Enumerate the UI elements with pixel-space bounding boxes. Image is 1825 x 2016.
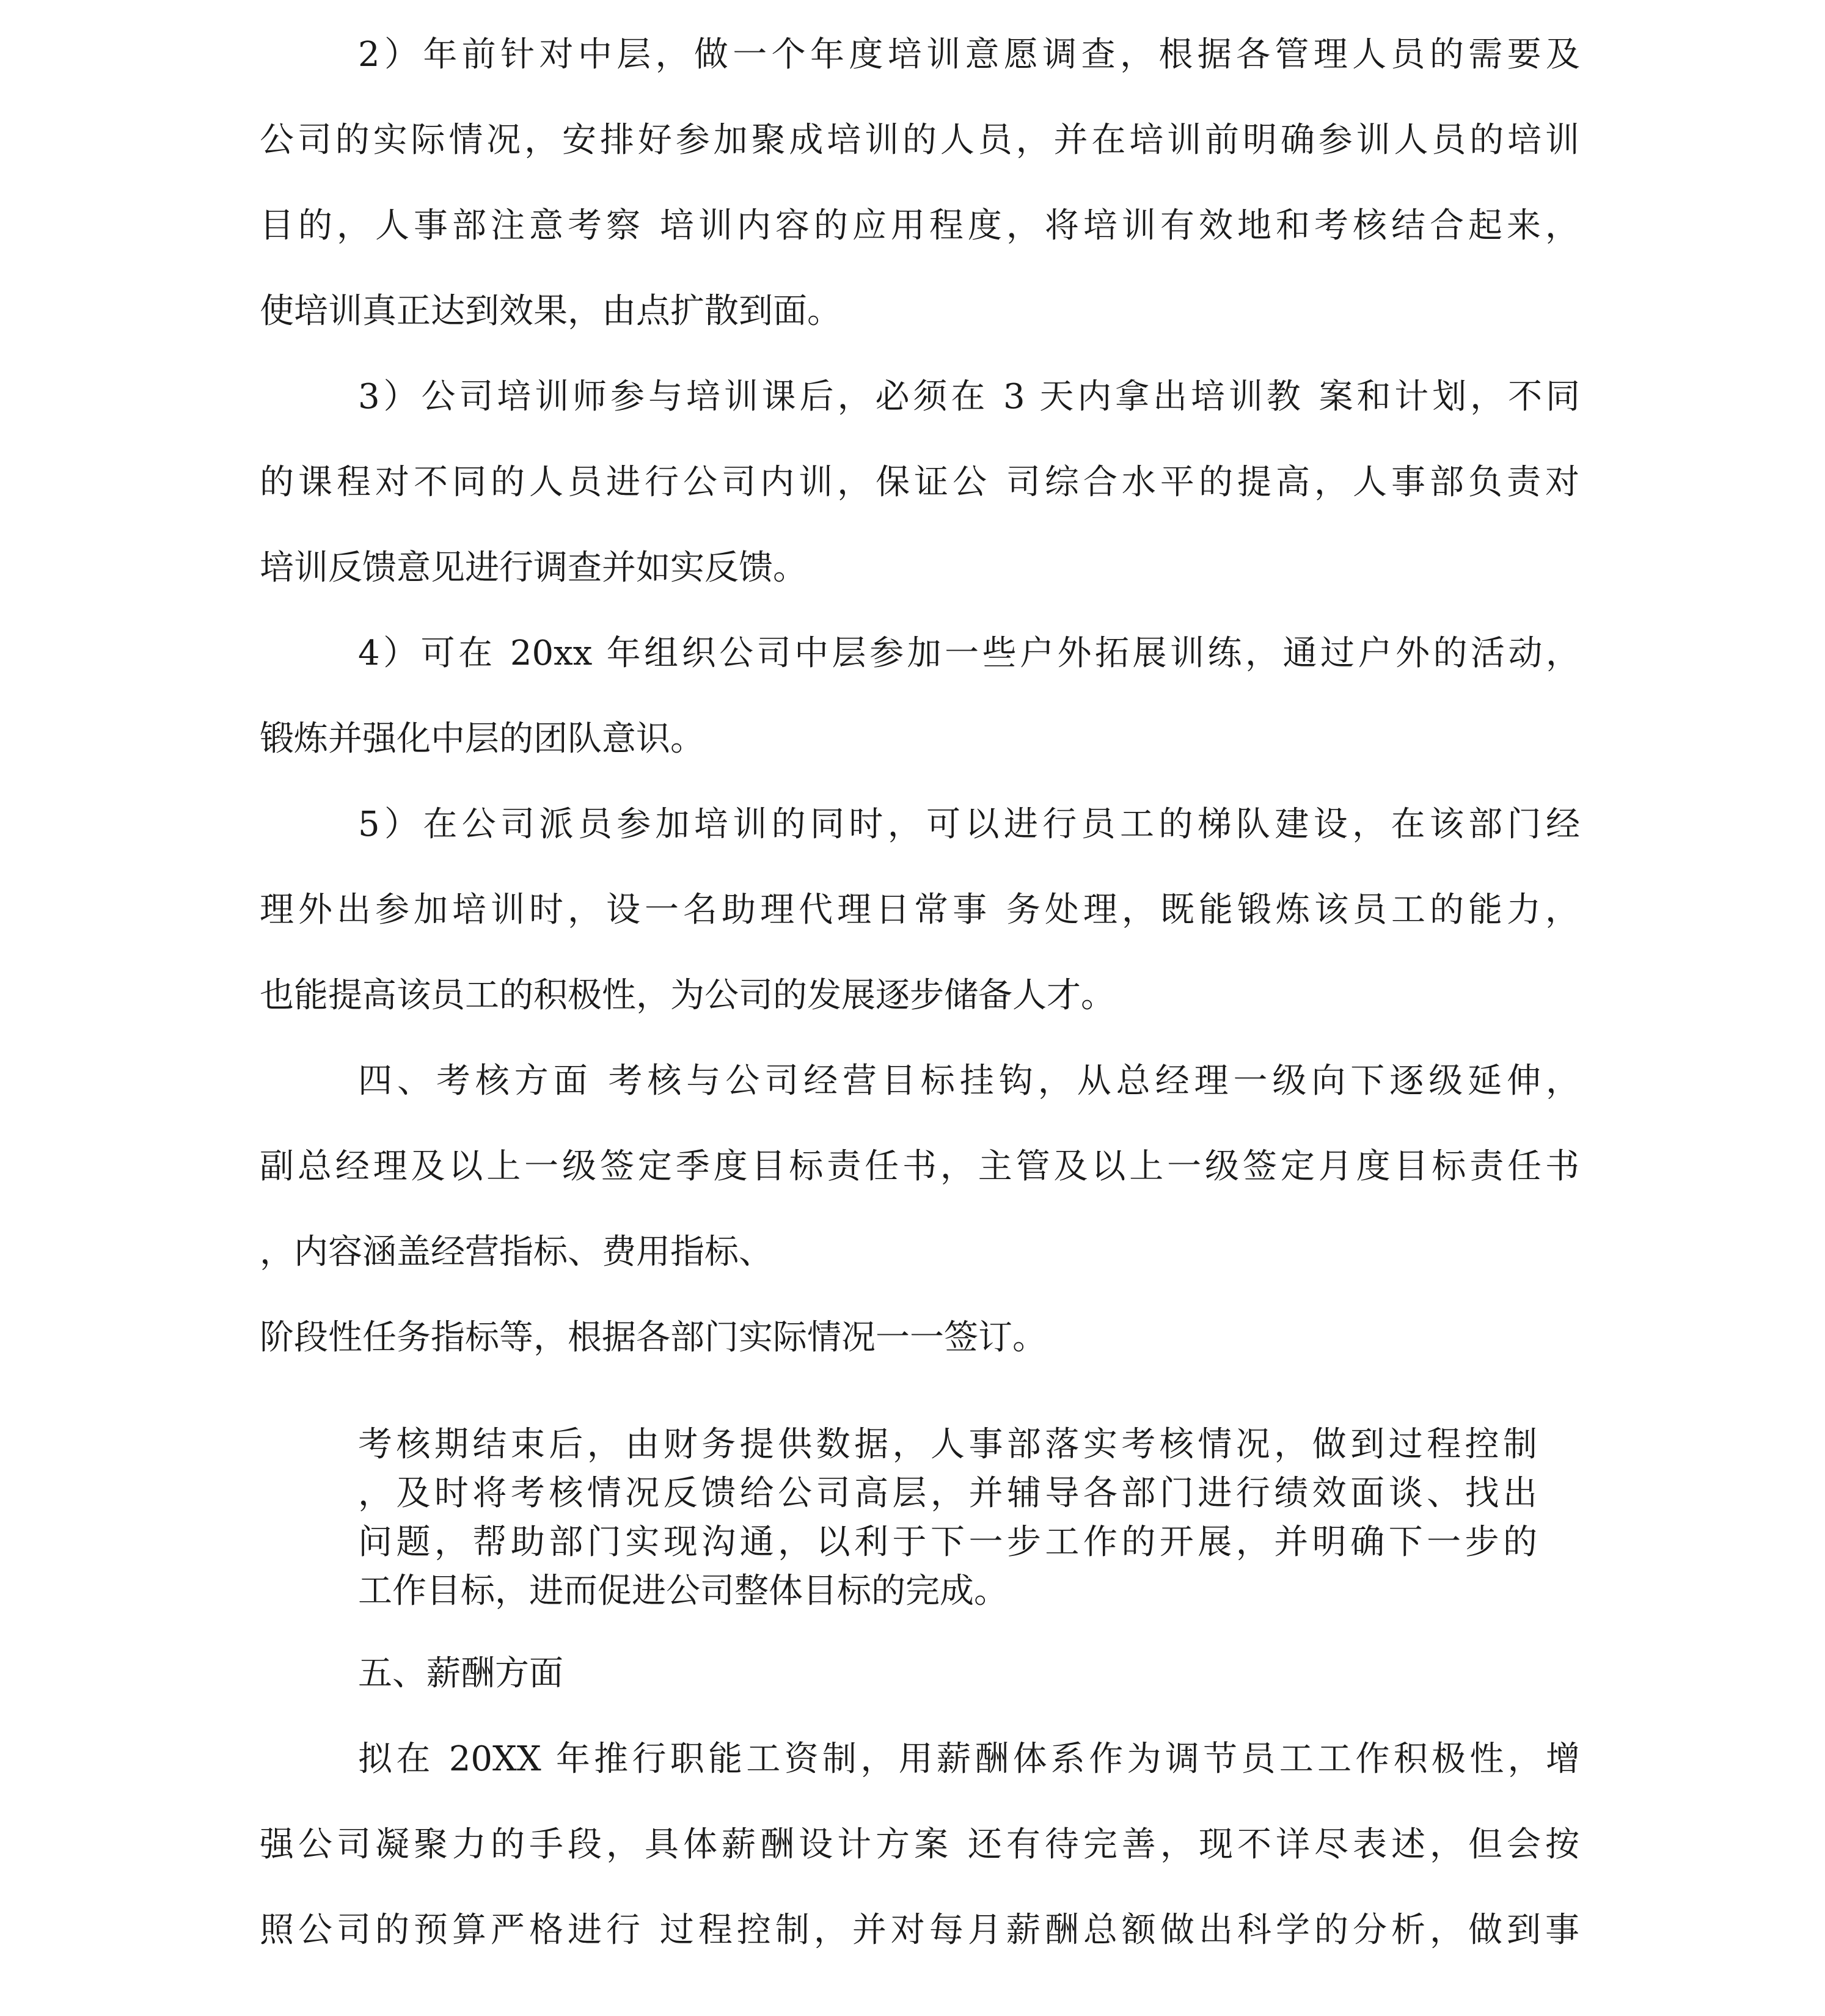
text-line: 使培训真正达到效果，由点扩散到面。 bbox=[260, 291, 841, 331]
text-line: 也能提高该员工的积极性，为公司的发展逐步储备人才。 bbox=[260, 976, 1115, 1015]
text-line: 强公司凝聚力的手段，具体薪酬设计方案 还有待完善，现不详尽表述，但会按 bbox=[260, 1825, 1579, 1864]
text-line: 阶段性任务指标等，根据各部门实际情况一一签订。 bbox=[260, 1318, 1047, 1357]
section-heading-line: 四、考核方面 考核与公司经营目标挂钩，从总经理一级向下逐级延伸， bbox=[358, 1061, 1580, 1101]
text-line: 问题，帮助部门实现沟通，以利于下一步工作的开展，并明确下一步的 bbox=[358, 1522, 1537, 1562]
text-line: 目的，人事部注意考察 培训内容的应用程度，将培训有效地和考核结合起来， bbox=[260, 206, 1579, 246]
text-line: 4）可在 20xx 年组织公司中层参加一些户外拓展训练，通过户外的活动， bbox=[358, 634, 1580, 673]
text-line: 副总经理及以上一级签定季度目标责任书，主管及以上一级签定月度目标责任书 bbox=[260, 1147, 1579, 1186]
text-line: 理外出参加培训时，设一名助理代理日常事 务处理，既能锻炼该员工的能力， bbox=[260, 890, 1579, 930]
text-line: 的课程对不同的人员进行公司内训，保证公 司综合水平的提高，人事部负责对 bbox=[260, 462, 1579, 502]
text-line: 公司的实际情况，安排好参加聚成培训的人员，并在培训前明确参训人员的培训 bbox=[260, 120, 1579, 160]
text-line: 考核期结束后，由财务提供数据，人事部落实考核情况，做到过程控制 bbox=[358, 1425, 1537, 1464]
text-line: 拟在 20XX 年推行职能工资制，用薪酬体系作为调节员工工作积极性，增 bbox=[358, 1739, 1580, 1779]
text-line: ，内容涵盖经营指标、费用指标、 bbox=[260, 1232, 773, 1272]
text-line: 5）在公司派员参加培训的同时，可以进行员工的梯队建设，在该部门经 bbox=[358, 805, 1580, 844]
text-line: 培训反馈意见进行调查并如实反馈。 bbox=[260, 548, 807, 588]
text-line: 照公司的预算严格进行 过程控制，并对每月薪酬总额做出科学的分析，做到事 bbox=[260, 1910, 1579, 1950]
text-line: 工作目标，进而促进公司整体目标的完成。 bbox=[358, 1571, 1008, 1611]
section-heading: 五、薪酬方面 bbox=[358, 1654, 563, 1693]
text-line: 锻炼并强化中层的团队意识。 bbox=[260, 719, 704, 759]
text-line: ，及时将考核情况反馈给公司高层，并辅导各部门进行绩效面谈、找出 bbox=[358, 1474, 1537, 1513]
text-line: 3）公司培训师参与培训课后，必须在 3 天内拿出培训教 案和计划，不同 bbox=[358, 377, 1580, 417]
text-line: 2）年前针对中层，做一个年度培训意愿调查，根据各管理人员的需要及 bbox=[358, 35, 1580, 75]
